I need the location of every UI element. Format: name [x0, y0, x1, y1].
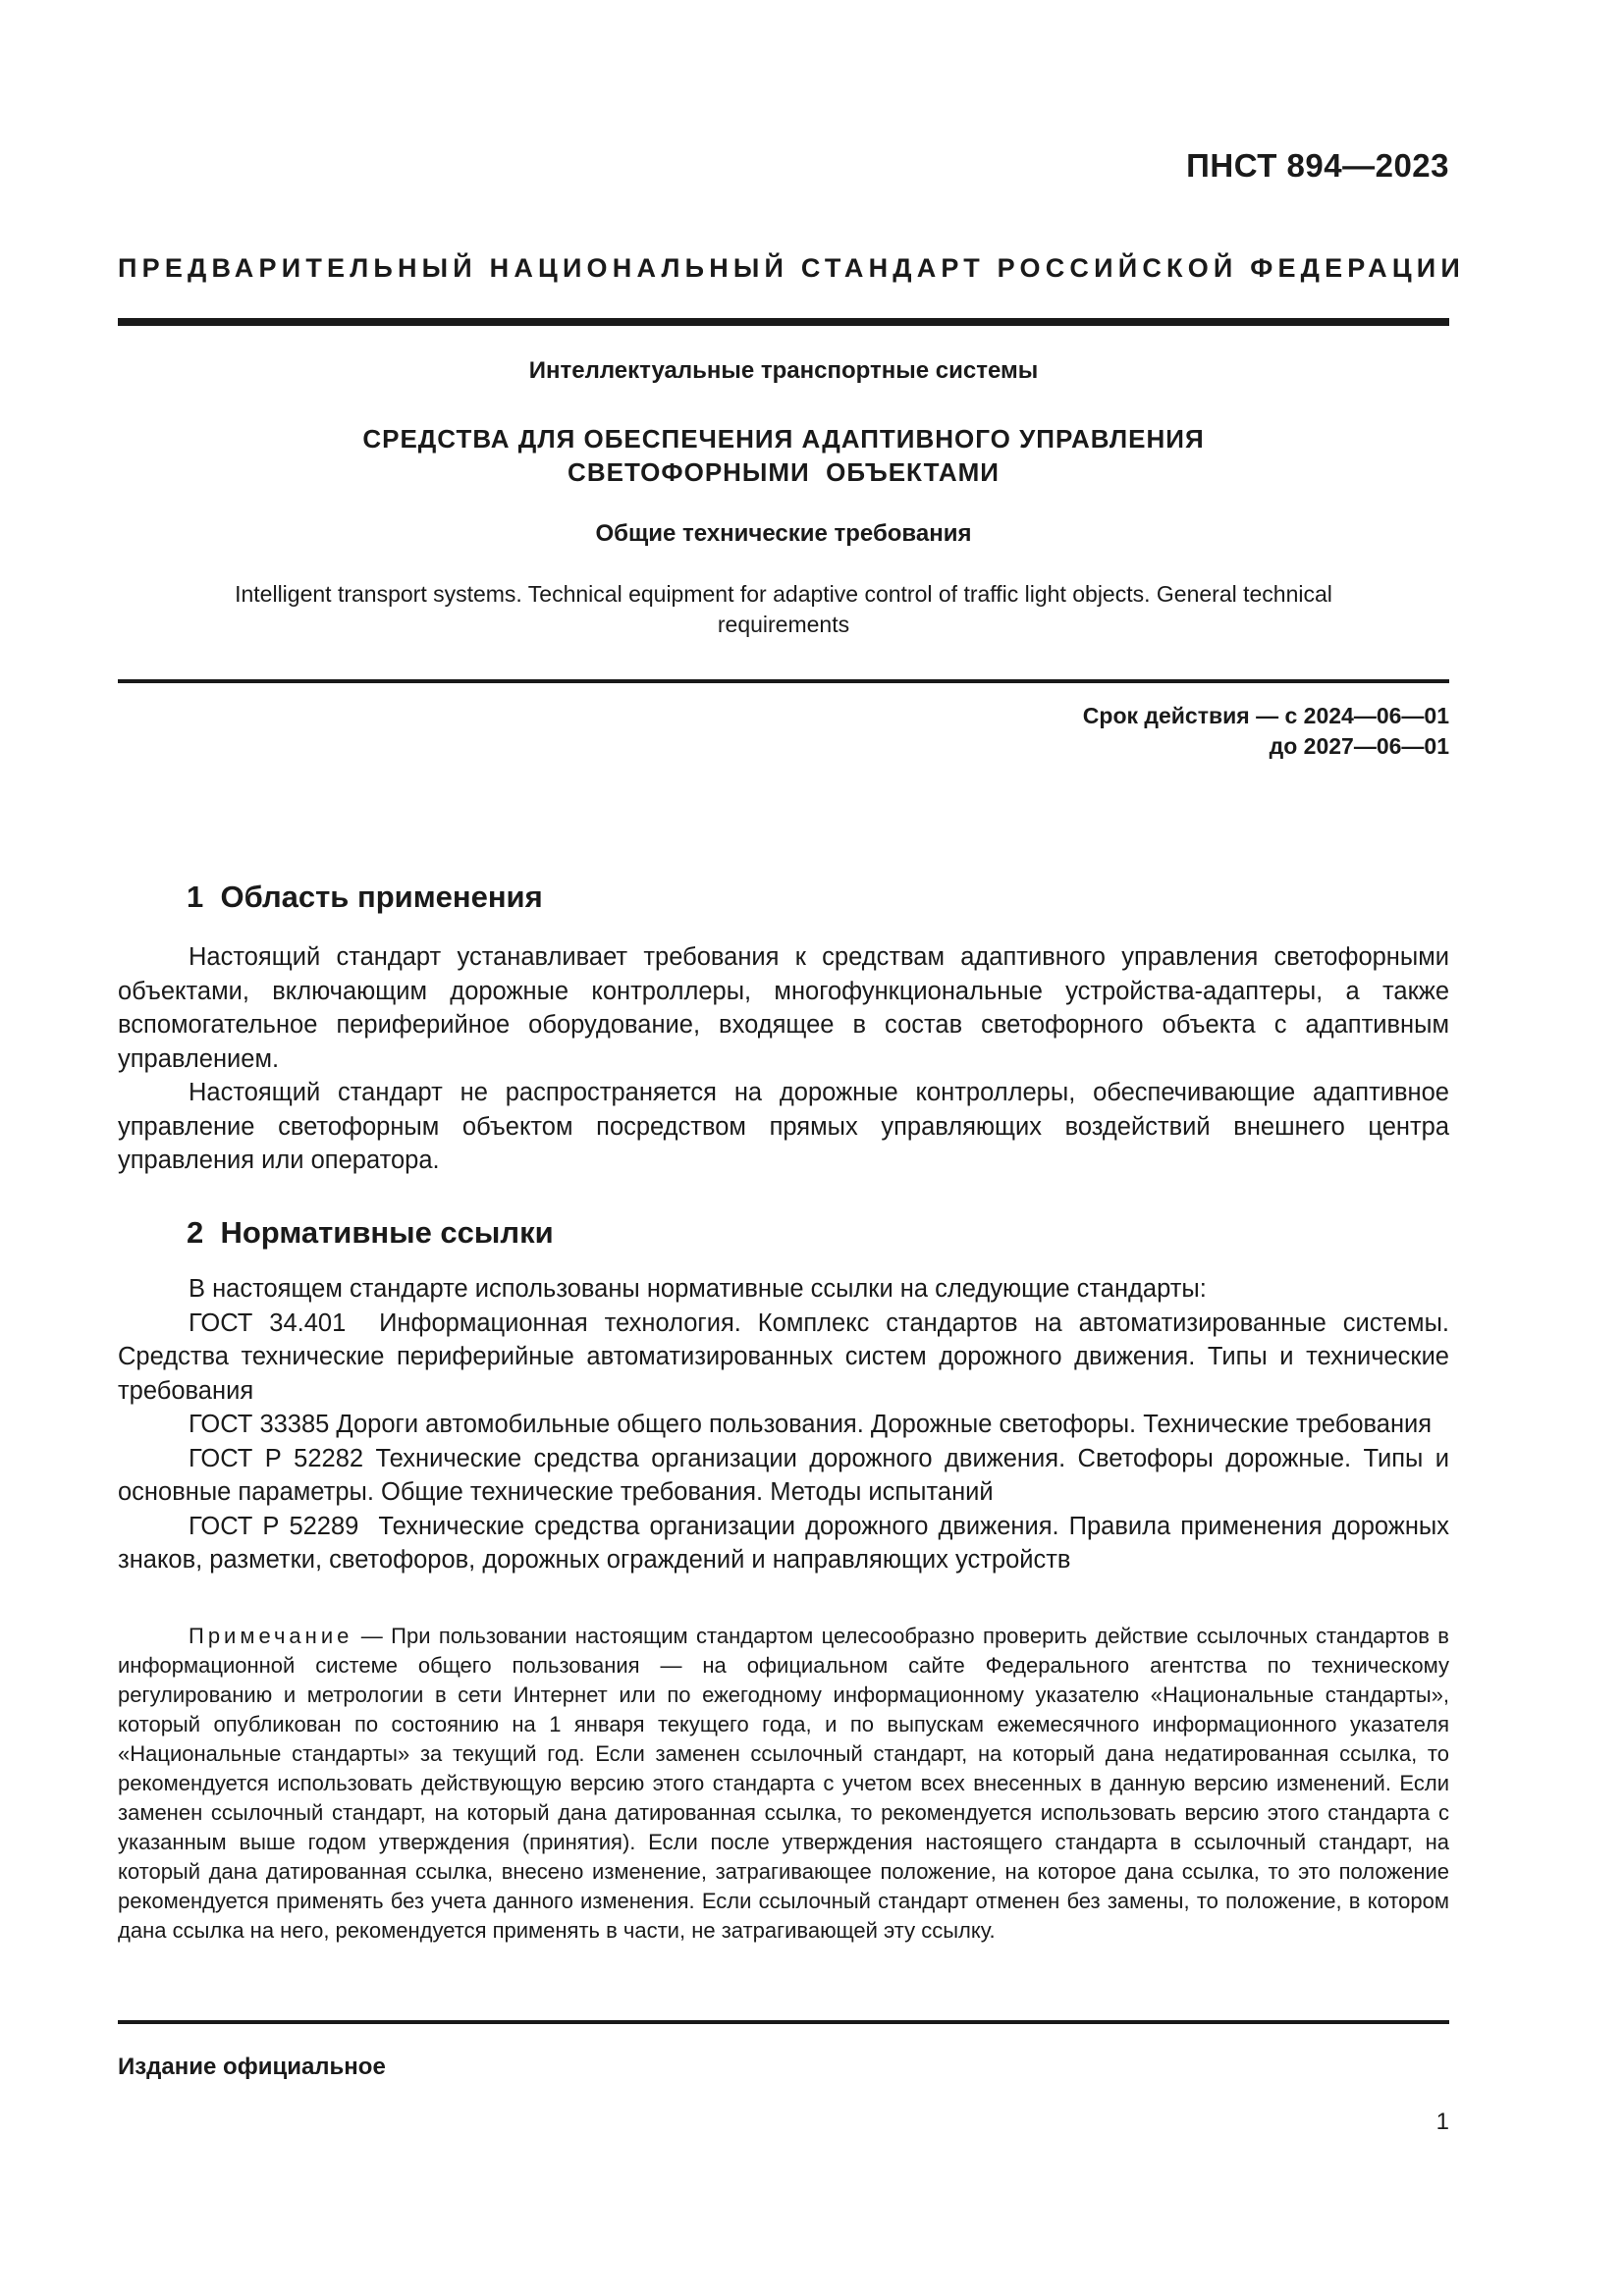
reference-item: ГОСТ 34.401 Информационная технология. Комплекс стандартов на автоматизированные системы. Средства технические периферийные автоматизированных систем дорожного движения. Типы и технические требования	[118, 1308, 1457, 1405]
section-1-heading: 1 Область применения	[187, 880, 543, 914]
title-main-line2: СВЕТОФОРНЫМИ ОБЪЕКТАМИ	[568, 457, 1000, 487]
standard-code: ПНСТ 894—2023	[1186, 147, 1449, 184]
reference-item: ГОСТ 33385 Дороги автомобильные общего пользования. Дорожные светофоры. Технические требования	[189, 1411, 1433, 1438]
validity-period	[1083, 701, 1449, 762]
standard-type-heading: ПРЕДВАРИТЕЛЬНЫЙ НАЦИОНАЛЬНЫЙ СТАНДАРТ РОССИЙСКОЙ ФЕДЕРАЦИИ	[118, 253, 1465, 283]
validity-from: Срок действия — с 2024—06—01	[1082, 703, 1449, 728]
section-2-intro: В настоящем стандарте использованы нормативные ссылки на следующие стандарты:	[189, 1275, 1207, 1303]
page-number: 1	[1435, 2109, 1449, 2135]
title-subtitle: Общие технические требования	[595, 520, 972, 547]
note-text: — При пользовании настоящим стандартом целесообразно проверить действие ссылочных стандартов в информационной системе общего пользования — на официальном сайте Федерального агентства по техническому регулированию и метрологии в сети Интернет или по ежегодному информационному указателю «Национальные стандарты», который опубликован по состоянию на 1 января текущего года, и по выпускам ежемесячного информационного указателя «Национальные стандарты» за текущий год. Если заменен ссылочный стандарт, на который дана недатированная ссылка, то рекомендуется использовать действующую версию этого стандарта с учетом всех внесенных в данную версию изменений. Если заменен ссылочный стандарт, на который дана датированная ссылка, то рекомендуется использовать версию этого стандарта с указанным выше годом утверждения (принятия). Если после утверждения настоящего стандарта в ссылочный стандарт, на который дана датированная ссылка, внесено изменение, затрагивающее положение, на которое дана ссылка, то это положение рекомендуется применять без учета данного изменения. Если ссылочный стандарт отменен без замены, то положение, в котором дана ссылка на него, рекомендуется применять в части, не затрагивающей эту ссылку.	[118, 1624, 1449, 1943]
title-main-line1: СРЕДСТВА ДЛЯ ОБЕСПЕЧЕНИЯ АДАПТИВНОГО УПРАВЛЕНИЯ	[362, 424, 1205, 454]
note-paragraph	[118, 1622, 1449, 1946]
validity-to: до 2027—06—01	[1269, 733, 1449, 759]
reference-item: ГОСТ Р 52282 Технические средства организации дорожного движения. Светофоры дорожные. Типы и основные параметры. Общие технические требования. Методы испытаний	[118, 1444, 1449, 1506]
reference-note	[118, 1622, 1449, 1946]
section-1-paragraph: Настоящий стандарт не распространяется на дорожные контроллеры, обеспечивающие адаптивное управление светофорным объектом посредством прямых управляющих воздействий внешнего центра управления или оператора.	[118, 1079, 1449, 1174]
section-1-paragraph: Настоящий стандарт устанавливает требования к средствам адаптивного управления светофорными объектами, включающим дорожные контроллеры, многофункциональные устройства-адаптеры, а также вспомогательное периферийное оборудование, входящее в состав светофорного объекта с адаптивным управлением.	[118, 943, 1449, 1073]
section-2-body	[118, 1272, 1457, 1577]
section-2-heading: 2 Нормативные ссылки	[187, 1215, 554, 1250]
footer-divider	[118, 2020, 1449, 2024]
title-main	[118, 422, 1449, 489]
title-system: Интеллектуальные транспортные системы	[528, 357, 1039, 384]
edition-label: Издание официальное	[118, 2054, 386, 2080]
header-divider	[118, 318, 1449, 326]
section-1-body	[118, 940, 1449, 1178]
note-label: Примечание	[189, 1624, 353, 1648]
title-english: Intelligent transport systems. Technical equipment for adaptive control of traffic light objects. General technical requirements	[235, 581, 1332, 637]
title-divider	[118, 679, 1449, 683]
reference-item: ГОСТ Р 52289 Технические средства организации дорожного движения. Правила применения дорожных знаков, разметки, светофоров, дорожных ограждений и направляющих устройств	[118, 1512, 1457, 1574]
